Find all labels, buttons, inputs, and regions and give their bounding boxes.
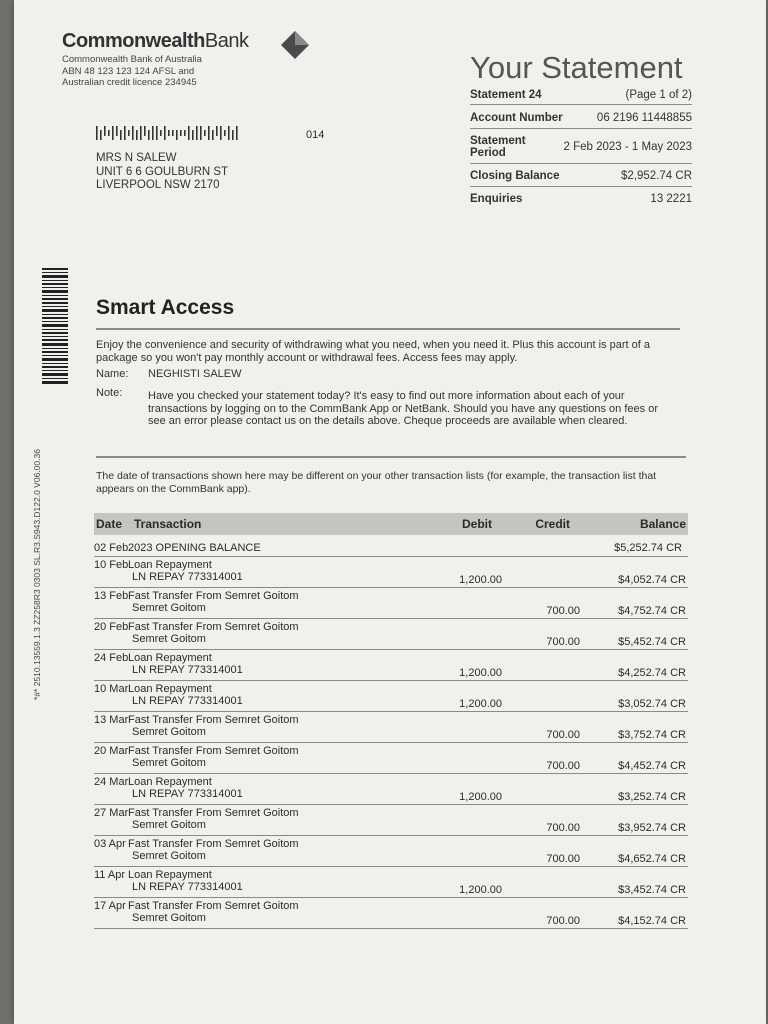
transaction-date: 13 Mar: [94, 714, 129, 726]
transaction-line1: Loan Repayment: [128, 776, 212, 788]
transaction-date: 27 Mar: [94, 807, 129, 819]
running-balance: $3,052.74 CR: [618, 698, 686, 710]
transaction-line1: Fast Transfer From Semret Goitom: [128, 807, 299, 819]
transaction-line1: Loan Repayment: [128, 683, 212, 695]
transactions-table: [94, 513, 688, 929]
note-text: Have you checked your statement today? It's easy to find out more information about each of your transactions by logging on to the CommBank App or NetBank. Should you have any questions on fees or see an error please contact us on the details above. Cheque proceeds are available when cleared.: [148, 390, 658, 427]
transaction-date: 17 Apr: [94, 900, 126, 912]
running-balance: $4,252.74 CR: [618, 667, 686, 679]
bank-name-bold: Commonwealth: [62, 30, 205, 52]
transaction-description: [128, 776, 390, 804]
credit-amount: 700.00: [546, 822, 580, 834]
debit-amount: [390, 621, 502, 649]
bank-legal-text: [62, 54, 202, 89]
transaction-description: [128, 652, 390, 680]
statement-number: Statement 24: [470, 89, 542, 101]
table-row: [94, 681, 688, 712]
credit-amount: [502, 776, 580, 804]
transaction-description: [128, 621, 390, 649]
transaction-date: 11 Apr: [94, 869, 125, 881]
opening-balance: $5,252.74 CR: [614, 541, 682, 554]
mailing-address: [96, 152, 228, 193]
running-balance: $3,252.74 CR: [618, 791, 686, 803]
table-row: [94, 650, 688, 681]
transaction-description: [128, 714, 390, 742]
product-title: Smart Access: [96, 296, 235, 319]
opening-text: 2023 OPENING BALANCE: [128, 541, 261, 554]
transaction-description: [128, 590, 390, 618]
header-debit: Debit: [462, 517, 492, 531]
bank-legal-line: Australian credit licence 234945: [62, 77, 197, 88]
transaction-line2: Semret Goitom: [132, 602, 206, 614]
running-balance: $3,952.74 CR: [618, 822, 686, 834]
transaction-line2: Semret Goitom: [132, 726, 206, 738]
debit-amount: [390, 838, 502, 866]
opening-date: 02 Feb: [94, 541, 129, 554]
statement-period-label: Statement Period: [470, 135, 526, 159]
credit-amount: 700.00: [546, 853, 580, 865]
transaction-line2: Semret Goitom: [132, 757, 206, 769]
transaction-line1: Loan Repayment: [128, 869, 212, 881]
transaction-date: 10 Feb: [94, 559, 129, 571]
running-balance: $4,652.74 CR: [618, 853, 686, 865]
debit-amount: [390, 590, 502, 618]
table-header: [94, 513, 688, 535]
debit-amount: 1,200.00: [459, 791, 502, 803]
transaction-line2: Semret Goitom: [132, 850, 206, 862]
transaction-line1: Fast Transfer From Semret Goitom: [128, 621, 299, 633]
bank-legal-line: ABN 48 123 123 124 AFSL and: [62, 65, 195, 77]
statement-period-value: 2 Feb 2023 - 1 May 2023: [563, 141, 692, 153]
transaction-line2: LN REPAY 773314001: [132, 664, 243, 676]
transaction-line2: LN REPAY 773314001: [132, 881, 243, 893]
opening-balance-row: [94, 535, 688, 557]
account-number-value: 06 2196 11448855: [596, 112, 692, 124]
section-divider: [96, 328, 680, 330]
transaction-description: [128, 683, 390, 711]
transaction-list: [94, 557, 688, 929]
note-label: Note:: [96, 387, 123, 399]
section-divider: [96, 456, 686, 458]
transaction-description: [128, 838, 390, 866]
bank-legal-line: Commonwealth Bank of Australia: [62, 54, 202, 65]
running-balance: $5,452.74 CR: [618, 636, 686, 648]
transaction-date: 24 Mar: [94, 776, 129, 788]
enquiries-value: 13 2221: [650, 193, 692, 205]
closing-balance-label: Closing Balance: [470, 170, 560, 182]
mail-sort-code: 014: [306, 129, 325, 141]
transaction-line1: Fast Transfer From Semret Goitom: [128, 590, 299, 602]
transaction-line2: Semret Goitom: [132, 633, 206, 645]
transaction-line2: Semret Goitom: [132, 819, 206, 831]
postal-barcode-icon: [96, 124, 244, 142]
transaction-line2: LN REPAY 773314001: [132, 788, 243, 800]
running-balance: $4,052.74 CR: [618, 574, 686, 586]
credit-amount: [502, 652, 580, 680]
statement-title: Your Statement: [470, 50, 683, 85]
statement-period-row: [470, 129, 692, 164]
transaction-line1: Fast Transfer From Semret Goitom: [128, 714, 299, 726]
transaction-line1: Loan Repayment: [128, 559, 212, 571]
header-date: Date: [96, 517, 123, 531]
table-row: [94, 743, 688, 774]
transaction-date: 24 Feb: [94, 652, 129, 664]
header-balance: Balance: [639, 517, 686, 531]
closing-balance-row: [470, 164, 692, 187]
credit-amount: 700.00: [546, 605, 580, 617]
table-row: [94, 898, 688, 929]
credit-amount: [502, 559, 580, 587]
table-row: [94, 805, 688, 836]
header-credit: Credit: [535, 517, 570, 531]
transaction-description: [128, 807, 390, 835]
transaction-line2: LN REPAY 773314001: [132, 571, 243, 583]
table-row: [94, 836, 688, 867]
bank-name: [62, 30, 249, 53]
credit-amount: 700.00: [546, 636, 580, 648]
account-holder-name: NEGHISTI SALEW: [148, 368, 242, 380]
debit-amount: [390, 714, 502, 742]
debit-amount: 1,200.00: [459, 884, 502, 896]
address-line: UNIT 6 6 GOULBURN ST: [96, 165, 229, 178]
running-balance: $3,452.74 CR: [618, 884, 686, 896]
side-barcode-icon: [42, 268, 68, 384]
transaction-date: 10 Mar: [94, 683, 129, 695]
page-count: (Page 1 of 2): [625, 89, 692, 101]
print-reference-code: *#* 2510.13559.1.3 ZZ258R3 0303 SL.R3.S943.D122.0 V06.00.36: [32, 449, 42, 700]
credit-amount: 700.00: [546, 915, 580, 927]
transaction-line1: Fast Transfer From Semret Goitom: [128, 900, 299, 912]
transaction-description: [128, 869, 390, 897]
name-label: Name:: [96, 368, 129, 380]
debit-amount: [390, 745, 502, 773]
credit-amount: 700.00: [546, 729, 580, 741]
transaction-line1: Fast Transfer From Semret Goitom: [128, 838, 299, 850]
table-row: [94, 712, 688, 743]
running-balance: $4,152.74 CR: [618, 915, 686, 927]
table-row: [94, 588, 688, 619]
transaction-description: [128, 745, 390, 773]
transaction-line1: Fast Transfer From Semret Goitom: [128, 745, 299, 757]
transaction-line2: Semret Goitom: [132, 912, 206, 924]
statement-page: [14, 0, 766, 1024]
enquiries-label: Enquiries: [470, 193, 523, 205]
closing-balance-value: $2,952.74 CR: [621, 170, 692, 182]
credit-amount: [502, 869, 580, 897]
debit-amount: 1,200.00: [459, 698, 502, 710]
debit-amount: [390, 807, 502, 835]
transaction-line2: LN REPAY 773314001: [132, 695, 243, 707]
debit-amount: 1,200.00: [459, 574, 502, 586]
table-row: [94, 867, 688, 898]
bank-name-light: Bank: [204, 30, 249, 52]
diamond-logo-icon: [280, 30, 310, 60]
transaction-description: [128, 900, 390, 928]
table-row: [94, 557, 688, 588]
transaction-date: 13 Feb: [94, 590, 129, 602]
transaction-line1: Loan Repayment: [128, 652, 212, 664]
statement-summary: [470, 86, 692, 209]
transaction-date: 03 Apr: [94, 838, 126, 850]
product-description: Enjoy the convenience and security of withdrawing what you need, when you need it. Plus this account is part of a package so you won't pay monthly account or withdrawal fees. Access fees may apply.: [96, 339, 650, 364]
debit-amount: [390, 900, 502, 928]
table-row: [94, 774, 688, 805]
table-row: [94, 619, 688, 650]
address-line: LIVERPOOL NSW 2170: [96, 179, 220, 191]
date-disclaimer: The date of transactions shown here may be different on your other transaction lists (for example, the transaction list that appears on the CommBank app).: [96, 470, 657, 495]
transaction-date: 20 Mar: [94, 745, 129, 757]
address-line: MRS N SALEW: [96, 152, 177, 164]
debit-amount: 1,200.00: [459, 667, 502, 679]
account-number-row: [470, 105, 692, 129]
header-transaction: Transaction: [134, 517, 202, 531]
statement-number-row: [470, 86, 692, 105]
credit-amount: [502, 683, 580, 711]
running-balance: $3,752.74 CR: [618, 729, 686, 741]
running-balance: $4,752.74 CR: [618, 605, 686, 617]
running-balance: $4,452.74 CR: [618, 760, 686, 772]
credit-amount: 700.00: [546, 760, 580, 772]
transaction-date: 20 Feb: [94, 621, 129, 633]
transaction-description: [128, 559, 390, 587]
enquiries-row: [470, 187, 692, 209]
account-number-label: Account Number: [470, 112, 563, 124]
